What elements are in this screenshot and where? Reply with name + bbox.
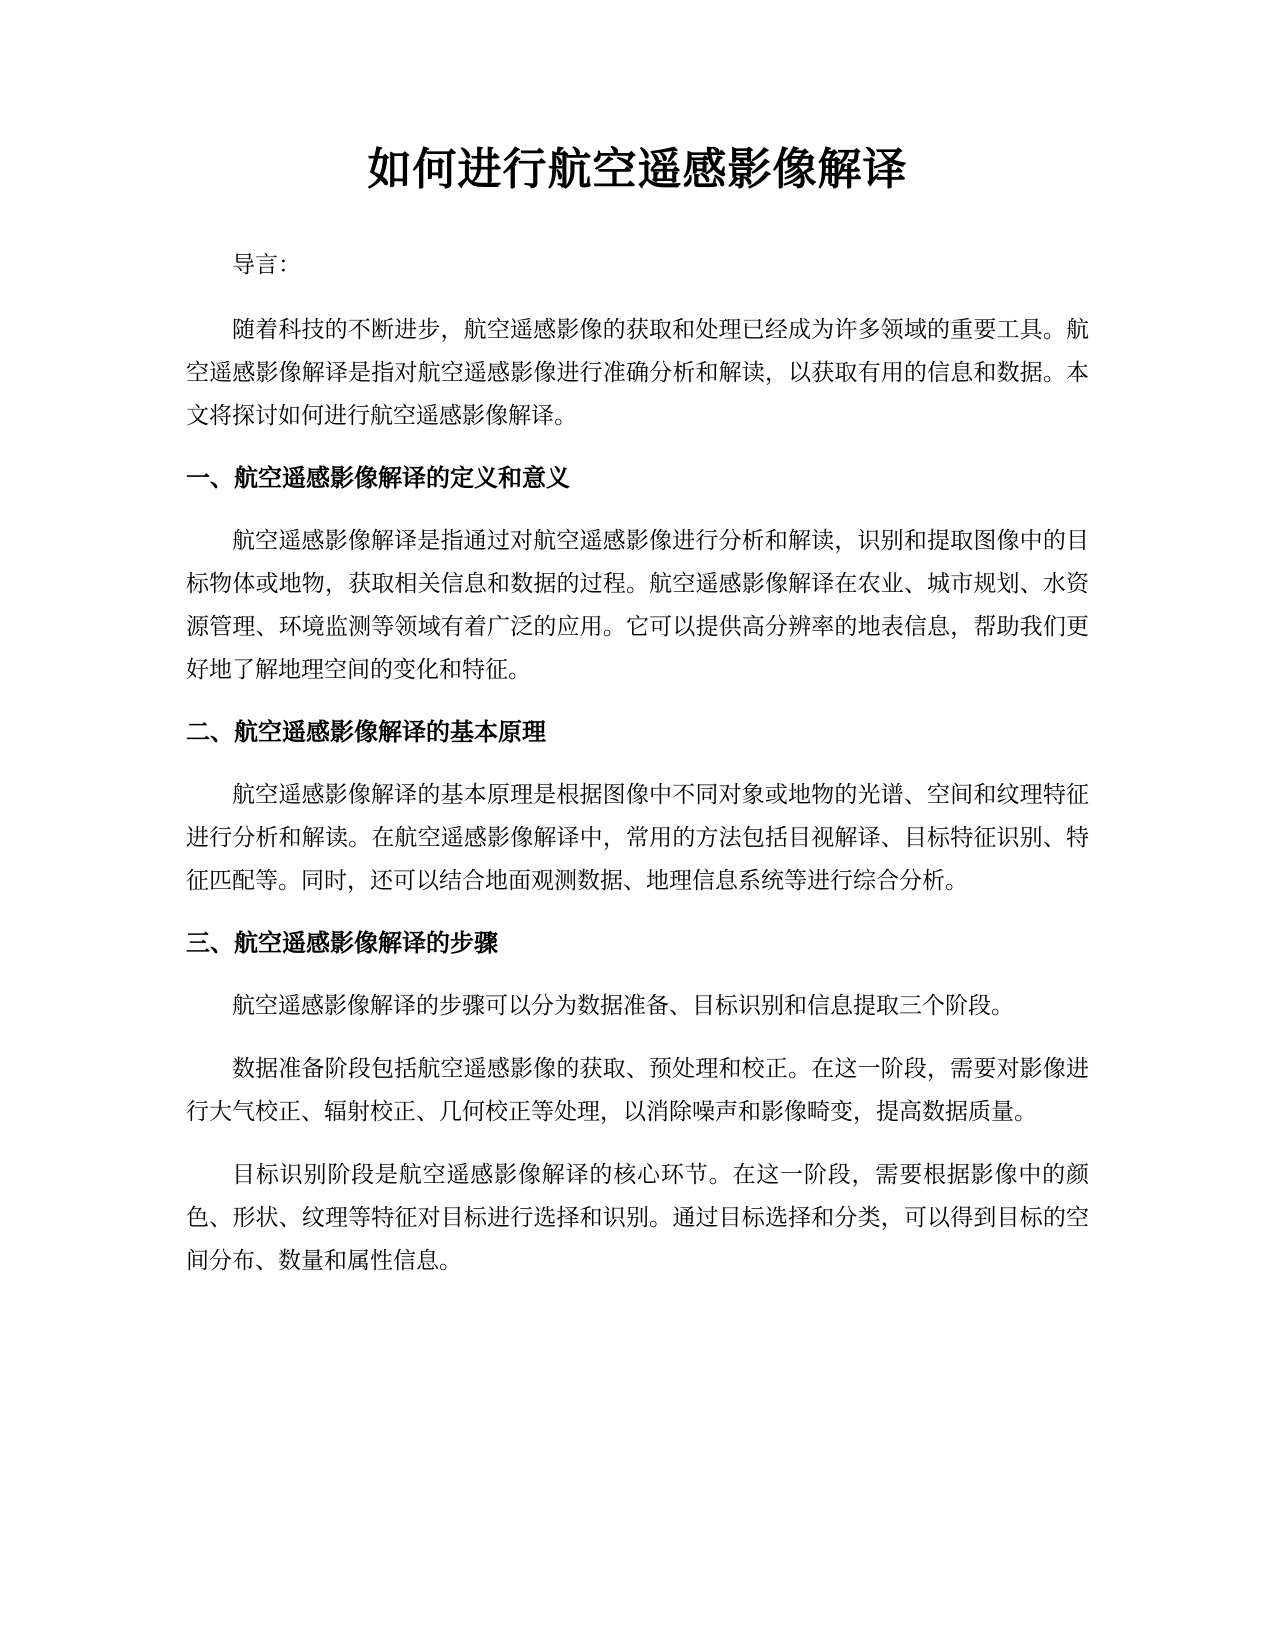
document-body xyxy=(186,138,1089,1303)
section-heading-steps: 三、航空遥感影像解译的步骤 xyxy=(186,929,498,957)
intro-label: 导言： xyxy=(232,252,301,278)
section-definition-paragraph: 航空遥感影像解译是指通过对航空遥感影像进行分析和解读，识别和提取图像中的目标物体或地物，获取相关信息和数据的过程。航空遥感影像解译在农业、城市规划、水资源管理、环境监测等领域有着广泛的应用。它可以提供高分辨率的地表信息，帮助我们更好地了解地理空间的变化和特征。 xyxy=(186,528,1089,683)
section-principle-paragraph: 航空遥感影像解译的基本原理是根据图像中不同对象或地物的光谱、空间和纹理特征进行分析和解读。在航空遥感影像解译中，常用的方法包括目视解译、目标特征识别、特征匹配等。同时，还可以结合地面观测数据、地理信息系统等进行综合分析。 xyxy=(186,782,1089,894)
document-title: 如何进行航空遥感影像解译 xyxy=(367,144,908,195)
intro-paragraph: 随着科技的不断进步，航空遥感影像的获取和处理已经成为许多领域的重要工具。航空遥感影像解译是指对航空遥感影像进行准确分析和解读，以获取有用的信息和数据。本文将探讨如何进行航空遥感影像解译。 xyxy=(186,317,1089,429)
section-heading-definition: 一、航空遥感影像解译的定义和意义 xyxy=(186,464,570,492)
section-heading-principle: 二、航空遥感影像解译的基本原理 xyxy=(186,718,546,746)
section-steps-paragraph-overview: 航空遥感影像解译的步骤可以分为数据准备、目标识别和信息提取三个阶段。 xyxy=(232,993,1014,1019)
section-steps-paragraph-data-prep: 数据准备阶段包括航空遥感影像的获取、预处理和校正。在这一阶段，需要对影像进行大气校正、辐射校正、几何校正等处理，以消除噪声和影像畸变，提高数据质量。 xyxy=(186,1056,1089,1125)
section-steps-paragraph-target-recognition: 目标识别阶段是航空遥感影像解译的核心环节。在这一阶段，需要根据影像中的颜色、形状、纹理等特征对目标进行选择和识别。通过目标选择和分类，可以得到目标的空间分布、数量和属性信息。 xyxy=(186,1162,1089,1274)
